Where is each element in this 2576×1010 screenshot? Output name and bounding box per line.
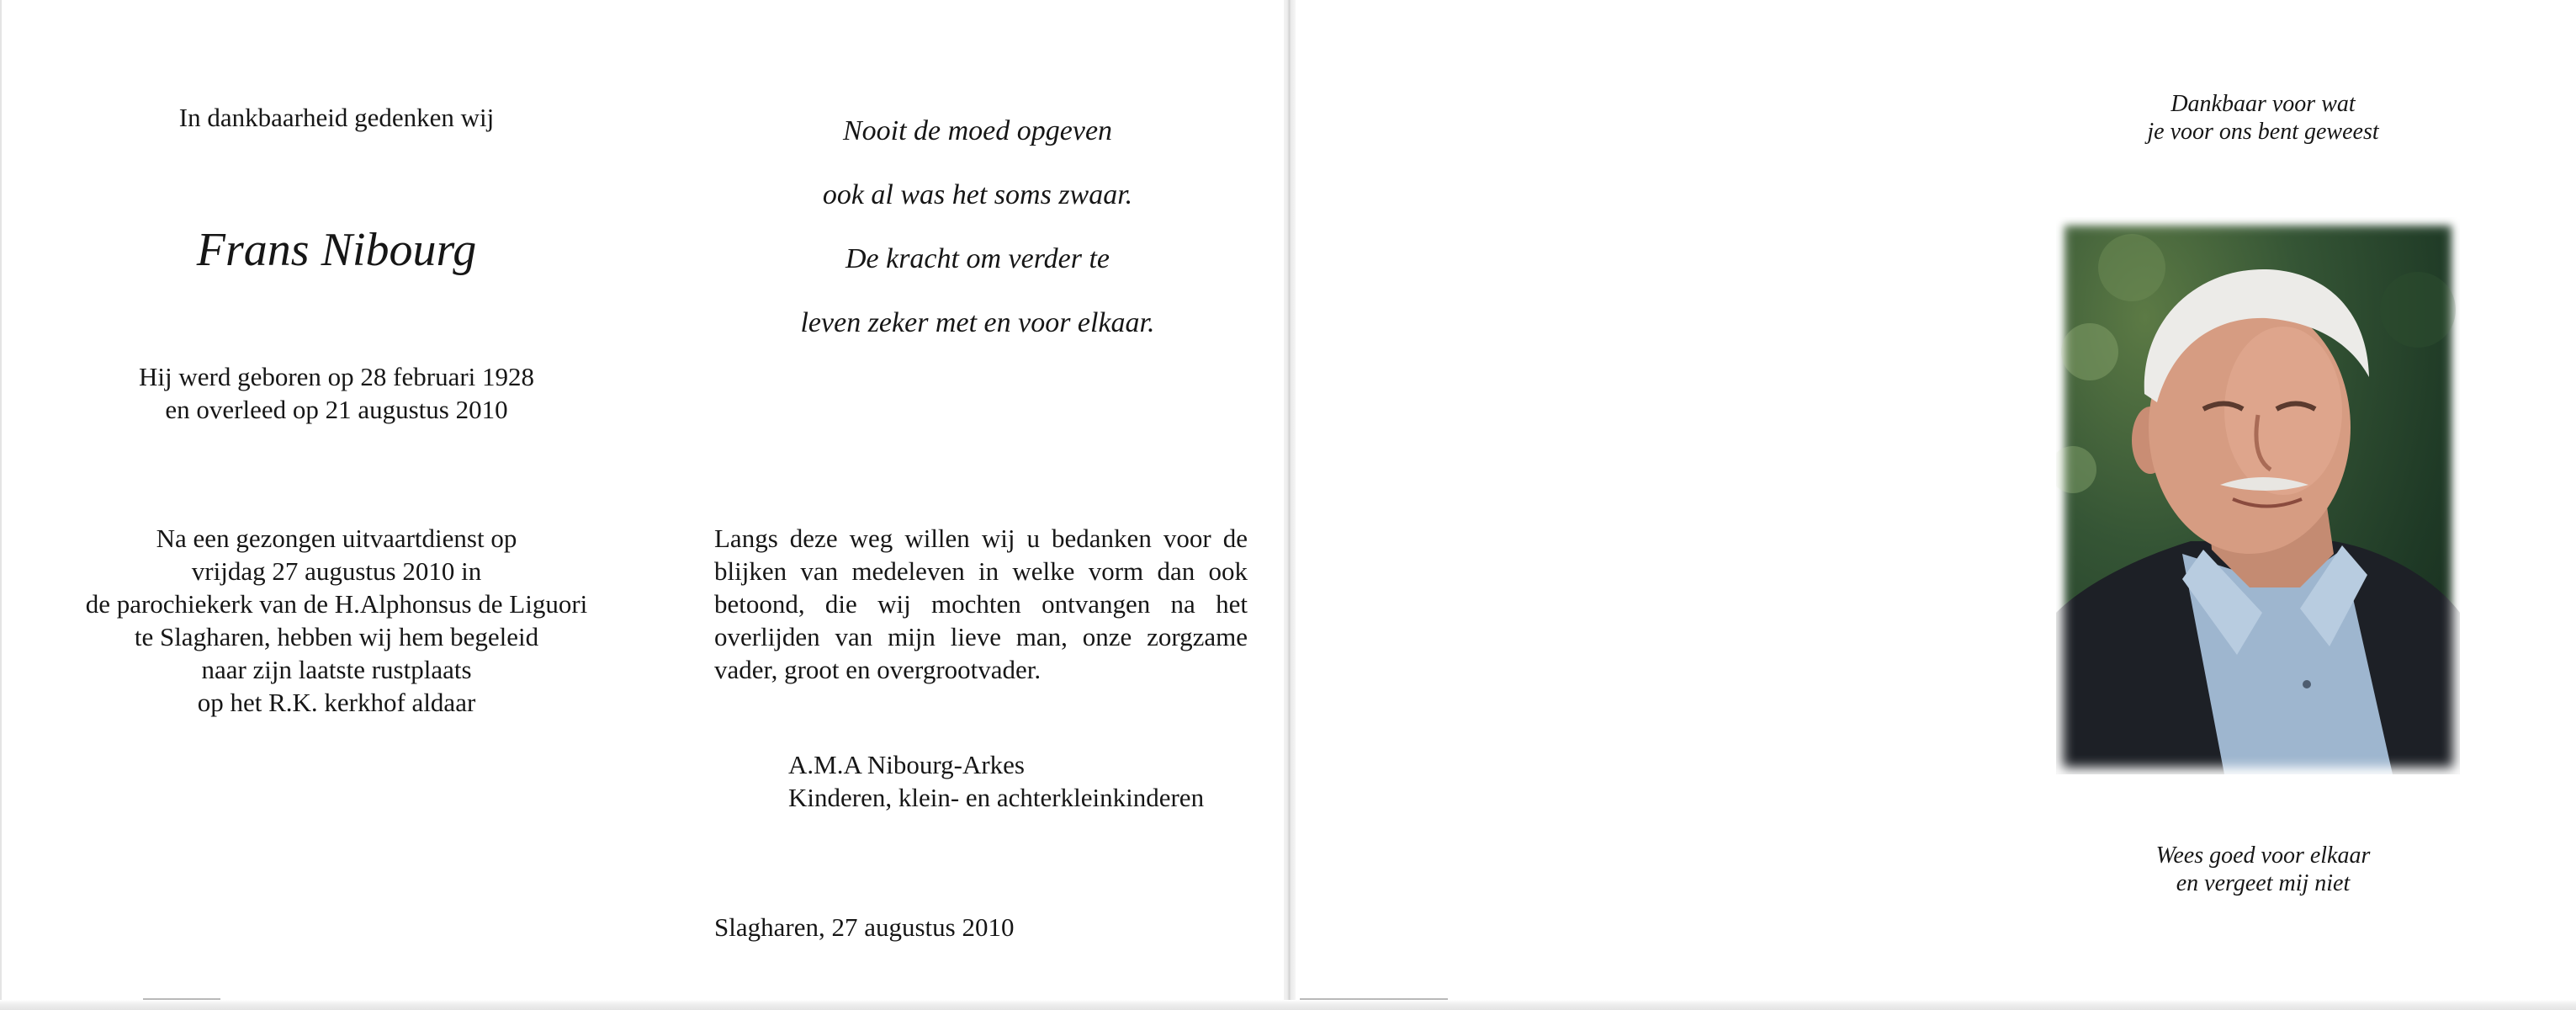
thanks-line: vader, groot en overgrootvader. [714,655,1042,684]
service-line: vrijdag 27 augustus 2010 in [191,556,482,586]
poem-line: leven zeker met en voor elkaar. [800,307,1155,338]
poem-line: De kracht om verder te [845,243,1110,274]
quote-line: en vergeet mij niet [2176,870,2351,896]
birth-line: Hij werd geboren op 28 februari 1928 [138,362,535,391]
foliage-highlight [2098,234,2165,301]
paper-mark [1300,998,1448,1000]
service-line: op het R.K. kerkhof aldaar [197,688,476,717]
funeral-service-text [34,522,639,719]
thanks-line: betoond, die wij mochten ontvangen na het [714,589,1248,619]
thanks-line: blijken van medeleven in welke vorm dan ook [714,556,1248,586]
quote-line: je voor ons bent geweest [2147,119,2379,145]
poem [725,99,1230,355]
poem-line: Nooit de moed opgeven [842,115,1113,146]
thanks-line: overlijden van mijn lieve man, onze zorgzame [714,622,1248,651]
signer-line: Kinderen, klein- en achterkleinkinderen [788,783,1205,812]
quote-line: Dankbaar voor wat [2171,91,2356,117]
service-line: naar zijn laatste rustplaats [201,655,472,684]
thank-you-text [714,522,1248,686]
deceased-name: Frans Nibourg [196,224,477,276]
card-fold [1284,0,1296,1010]
quote-line: Wees goed voor elkaar [2155,843,2371,869]
quote-bottom [2053,842,2473,897]
thanks-line: Langs deze weg willen wij u bedanken voor de [714,524,1248,553]
shirt-button [2303,680,2311,688]
poem-line: ook al was het soms zwaar. [822,179,1133,210]
intro-text: In dankbaarheid gedenken wij [178,103,495,132]
face-highlight [2224,327,2342,495]
life-dates [84,360,589,426]
service-line: de parochiekerk van de H.Alphonsus de Liguori [85,589,588,619]
signers [788,748,1204,814]
place-and-date: Slagharen, 27 augustus 2010 [714,912,1015,942]
foliage-shadow [2380,272,2456,348]
bottom-edge-shadow [0,1000,2576,1010]
portrait-photo [2056,217,2460,774]
service-line: Na een gezongen uitvaartdienst op [156,524,517,553]
signer-line: A.M.A Nibourg-Arkes [788,750,1025,779]
foliage-highlight [2056,446,2096,493]
paper-mark [143,998,220,1000]
quote-top [2053,90,2473,146]
death-line: en overleed op 21 augustus 2010 [165,395,508,424]
portrait-illustration [2056,217,2460,774]
service-line: te Slagharen, hebben wij hem begeleid [134,622,539,651]
foliage-highlight [2061,323,2118,380]
